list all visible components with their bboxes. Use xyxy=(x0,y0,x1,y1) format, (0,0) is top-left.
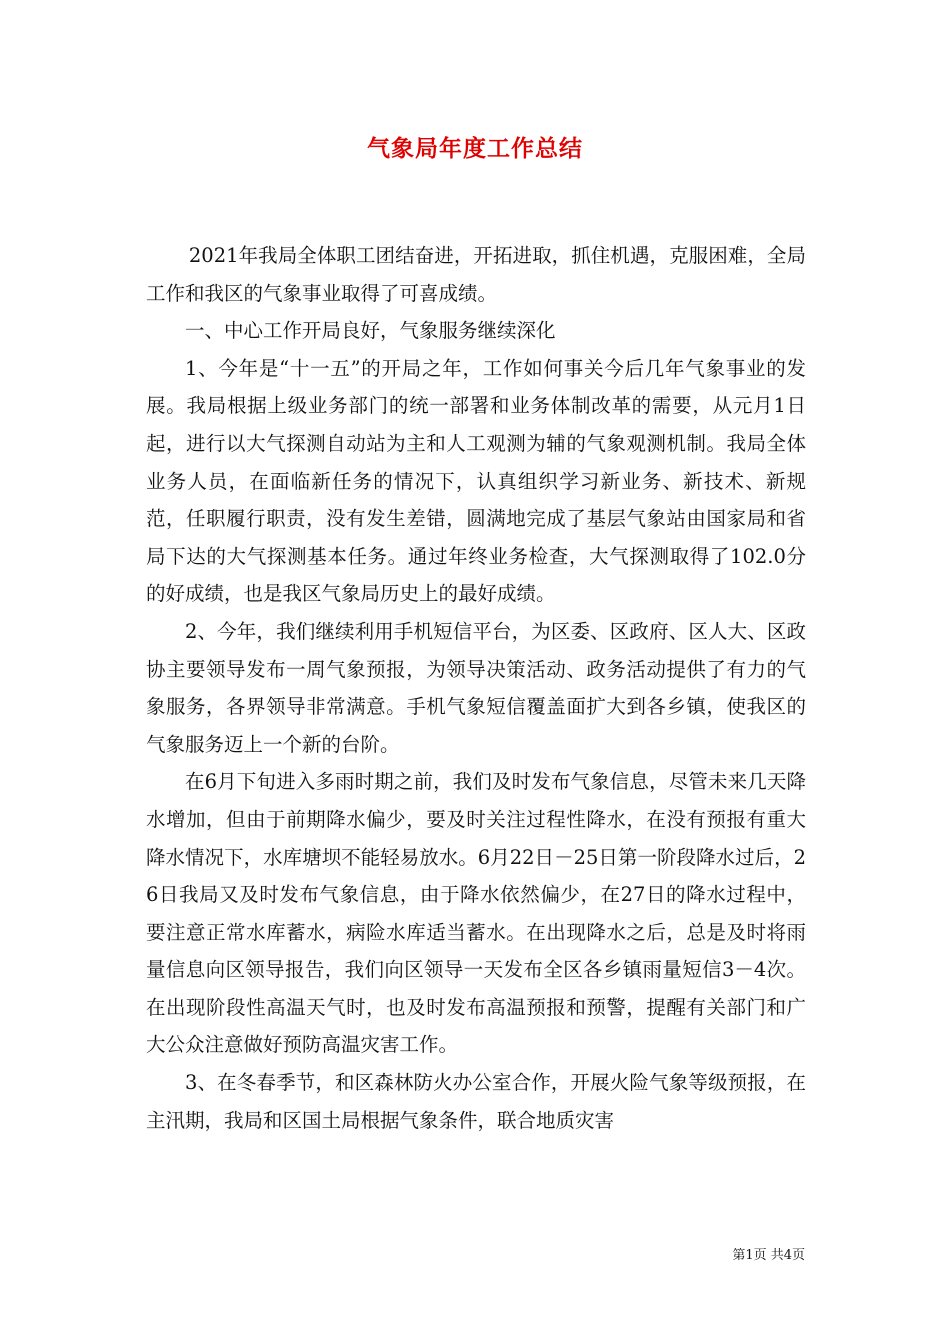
paragraph-item-1: 1、今年是“十一五”的开局之年，工作如何事关今后几年气象事业的发展。我局根据上级业务部门的统一部署和业务体制改革的需要，从元月1日起，进行以大气探测自动站为主和人工观测为辅的气象观测机制。我局全体业务人员，在面临新任务的情况下，认真组织学习新业务、新技术、新规范，任职履行职责，没有发生差错，圆满地完成了基层气象站由国家局和省局下达的大气探测基本任务。通过年终业务检查，大气探测取得了102.0分的好成绩，也是我区气象局历史上的最好成绩。 xyxy=(146,356,806,606)
document-body xyxy=(146,237,806,1139)
paragraph-intro: 2021年我局全体职工团结奋进，开拓进取，抓住机遇，克服困难，全局工作和我区的气象事业取得了可喜成绩。 xyxy=(146,244,806,305)
page-number: 第1页 共4页 xyxy=(732,1248,805,1263)
section-heading-1: 一、中心工作开局良好，气象服务继续深化 xyxy=(185,319,556,343)
paragraph-item-3: 3、在冬春季节，和区森林防火办公室合作，开展火险气象等级预报，在主汛期，我局和区国土局根据气象条件，联合地质灾害 xyxy=(146,1071,806,1132)
paragraph-item-2: 2、今年，我们继续利用手机短信平台，为区委、区政府、区人大、区政协主要领导发布一周气象预报，为领导决策活动、政务活动提供了有力的气象服务，各界领导非常满意。手机气象短信覆盖面扩大到各乡镇，使我区的气象服务迈上一个新的台阶。 xyxy=(146,619,806,756)
paragraph-rain-season: 在6月下旬进入多雨时期之前，我们及时发布气象信息，尽管未来几天降水增加，但由于前期降水偏少，要及时关注过程性降水，在没有预报有重大降水情况下，水库塘坝不能轻易放水。6月22日－25日第一阶段降水过后，26日我局又及时发布气象信息，由于降水依然偏少，在27日的降水过程中，要注意正常水库蓄水，病险水库适当蓄水。在出现降水之后，总是及时将雨量信息向区领导报告，我们向区领导一天发布全区各乡镇雨量短信3－4次。在出现阶段性高温天气时，也及时发布高温预报和预警，提醒有关部门和广大公众注意做好预防高温灾害工作。 xyxy=(146,770,806,1057)
document-title: 气象局年度工作总结 xyxy=(367,135,583,162)
